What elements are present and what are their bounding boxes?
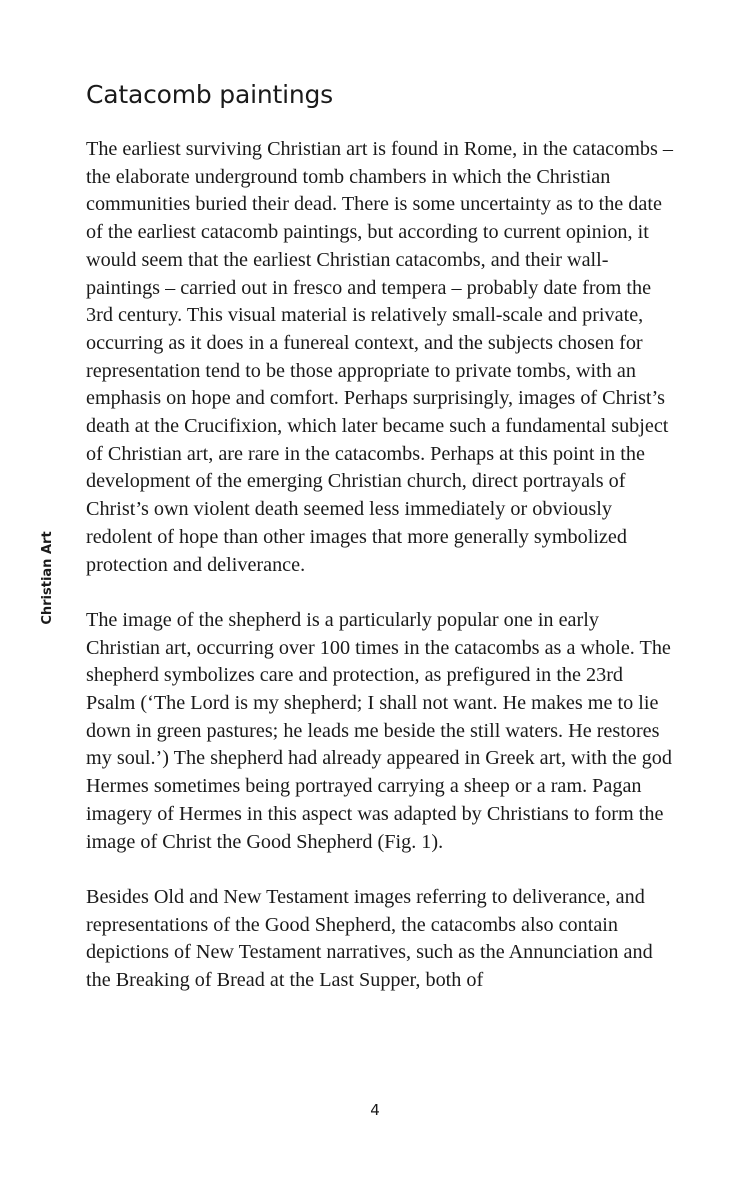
paragraph: The earliest surviving Christian art is found in Rome, in the catacombs – the elaborate underground tomb chambers in which the Christian communities buried their dead. There is some uncertainty as to the date of the earliest catacomb paintings, but according to current opinion, it would seem that the earliest Christian catacombs, and their wall-paintings – carried out in fresco and tempera – probably date from the 3rd century. This visual material is relatively small-scale and private, occurring as it does in a funereal context, and the subjects chosen for representation tend to be those appropriate to private tombs, with an emphasis on hope and comfort. Perhaps surprisingly, images of Christ’s death at the Crucifixion, which later became such a fundamental subject of Christian art, are rare in the catacombs. Perhaps at this point in the development of the emerging Christian church, direct portrayals of Christ’s own violent death seemed less immediately or obviously redolent of hope than other images that more generally symbolized protection and deliverance.: [86, 138, 673, 576]
section-heading: Catacomb paintings: [86, 80, 333, 109]
running-head: Christian Art: [40, 531, 55, 625]
paragraph: The image of the shepherd is a particularly popular one in early Christian art, occurring over 100 times in the catacombs as a whole. The shepherd symbolizes care and protection, as prefigured in the 23rd Psalm (‘The Lord is my shepherd; I shall not want. He makes me to lie down in green pastures; he leads me beside the still waters. He restores my soul.’) The shepherd had already appeared in Greek art, with the god Hermes sometimes being portrayed carrying a sheep or a ram. Pagan imagery of Hermes in this aspect was adapted by Christians to form the image of Christ the Good Shepherd (Fig. 1).: [86, 608, 672, 853]
body-text: [86, 136, 674, 995]
page-number: 4: [370, 1101, 380, 1119]
paragraph: Besides Old and New Testament images referring to deliverance, and representations of the Good Shepherd, the catacombs also contain depictions of New Testament narratives, such as the Annunciation and the Breaking of Bread at the Last Supper, both of: [86, 885, 653, 992]
